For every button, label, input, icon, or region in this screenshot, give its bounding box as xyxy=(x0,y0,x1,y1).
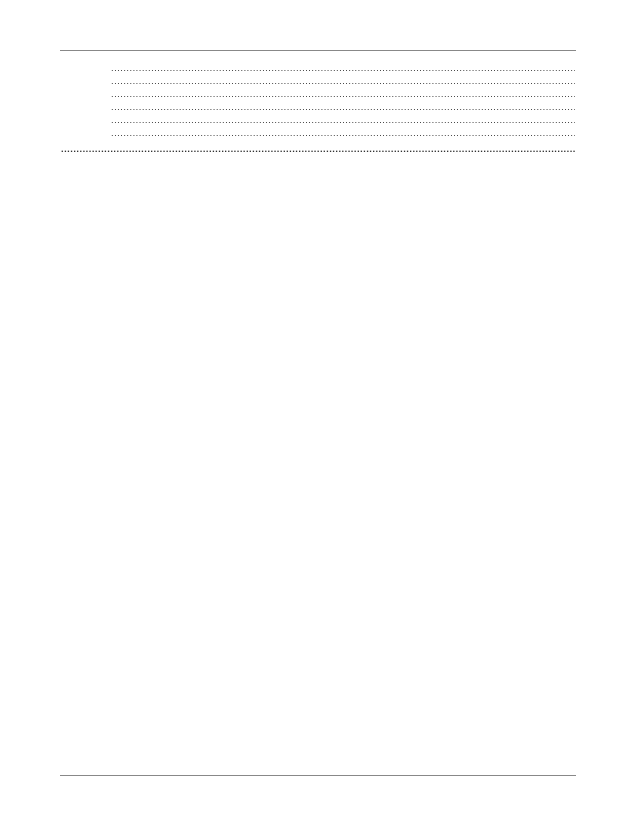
dot-leader xyxy=(111,115,575,128)
toc-entry[interactable] xyxy=(60,115,576,128)
dot-leader xyxy=(111,102,575,115)
toc-entry[interactable] xyxy=(60,89,576,102)
dot-leader xyxy=(111,76,575,89)
dot-leader xyxy=(111,63,575,76)
footer-rule xyxy=(60,775,576,776)
toc-entry[interactable] xyxy=(60,128,576,141)
dot-leader xyxy=(111,89,575,102)
toc-entry[interactable] xyxy=(60,63,576,76)
table-of-contents xyxy=(60,63,576,157)
header-rule xyxy=(60,50,576,51)
dot-leader xyxy=(61,144,575,157)
dot-leader xyxy=(111,128,575,141)
toc-entry[interactable] xyxy=(60,102,576,115)
toc-section-heading[interactable] xyxy=(60,144,576,157)
toc-entry[interactable] xyxy=(60,76,576,89)
